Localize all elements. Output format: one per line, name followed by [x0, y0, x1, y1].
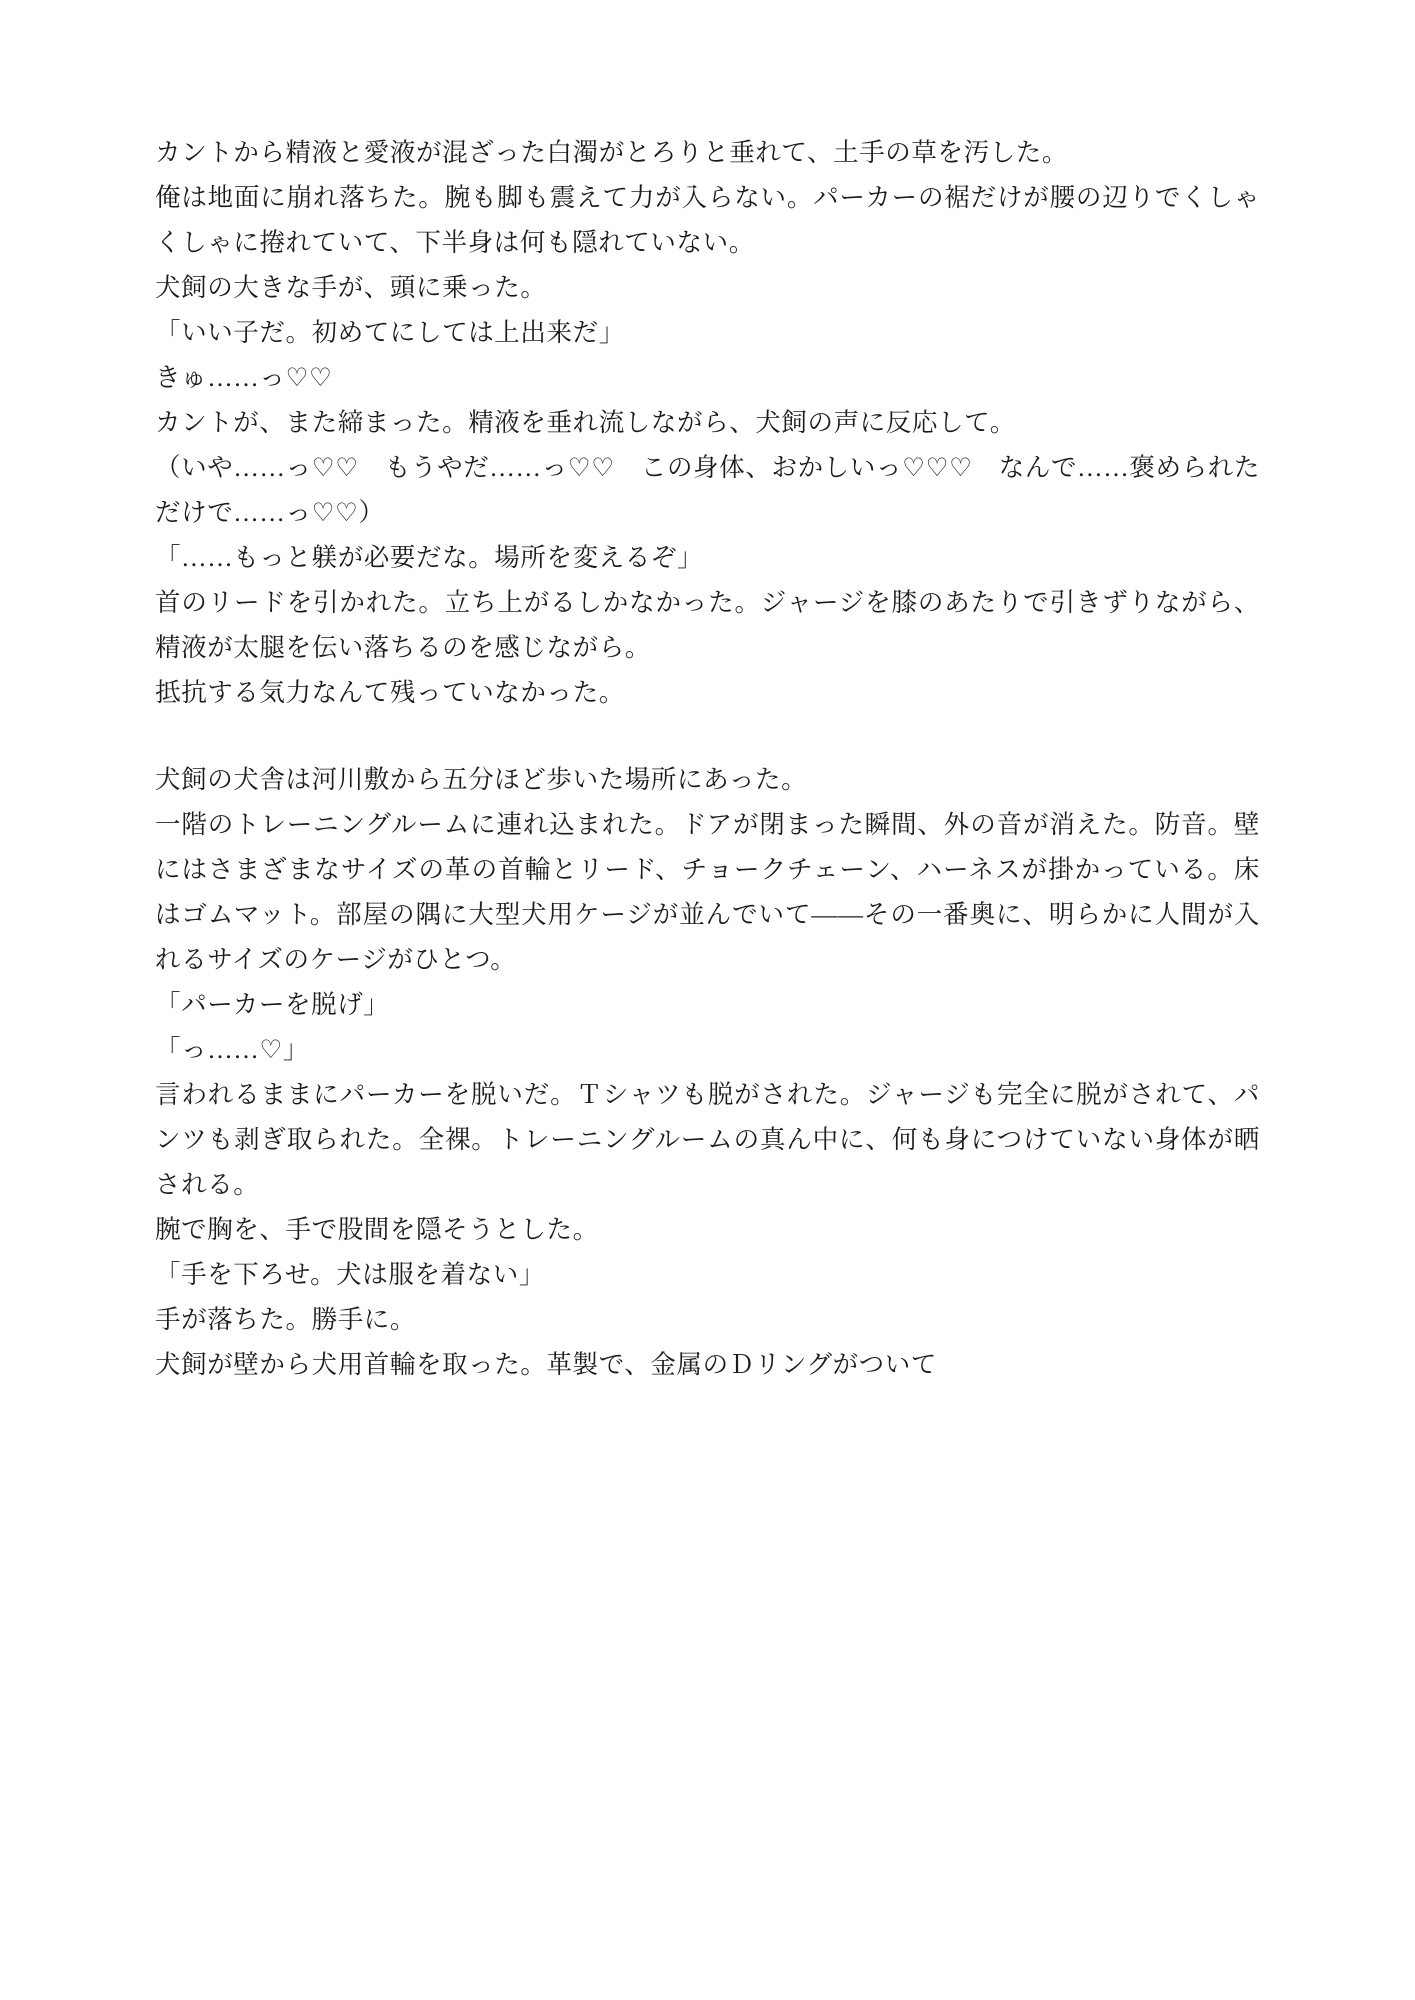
paragraph: 抵抗する気力なんて残っていなかった。	[155, 678, 625, 707]
text-section-first	[155, 130, 1260, 715]
paragraph-dialogue: 「いい子だ。初めてにしては上出来だ」	[155, 318, 625, 347]
paragraph-dialogue: 「手を下ろせ。犬は服を着ない」	[155, 1260, 545, 1289]
paragraph-dialogue: 「……もっと躾が必要だな。場所を変えるぞ」	[155, 543, 704, 572]
paragraph: 犬飼の大きな手が、頭に乗った。	[155, 273, 547, 302]
text-section-second	[155, 757, 1260, 1387]
paragraph: 犬飼の犬舎は河川敷から五分ほど歩いた場所にあった。	[155, 765, 808, 794]
paragraph: 犬飼が壁から犬用首輪を取った。革製で、金属のＤリングがついて	[155, 1350, 937, 1379]
paragraph-dialogue: 「パーカーを脱げ」	[155, 990, 390, 1019]
paragraph: カントから精液と愛液が混ざった白濁がとろりと垂れて、土手の草を汚した。	[155, 138, 1068, 167]
paragraph: 言われるままにパーカーを脱いだ。Ｔシャツも脱がされた。ジャージも完全に脱がされて、パンツも剥ぎ取られた。全裸。トレーニングルームの真ん中に、何も身につけていない身体が晒される。	[155, 1080, 1260, 1199]
paragraph-inner-monologue: （いや……っ♡♡ もうやだ……っ♡♡ この身体、おかしいっ♡♡♡ なんで……褒められただけで……っ♡♡）	[155, 453, 1260, 527]
paragraph: カントが、また締まった。精液を垂れ流しながら、犬飼の声に反応して。	[155, 408, 1016, 437]
paragraph: きゅ……っ♡♡	[155, 363, 333, 392]
paragraph: 俺は地面に崩れ落ちた。腕も脚も震えて力が入らない。パーカーの裾だけが腰の辺りでくしゃくしゃに捲れていて、下半身は何も隠れていない。	[155, 183, 1260, 257]
paragraph: 腕で胸を、手で股間を隠そうとした。	[155, 1215, 599, 1244]
paragraph: 一階のトレーニングルームに連れ込まれた。ドアが閉まった瞬間、外の音が消えた。防音。壁にはさまざまなサイズの革の首輪とリード、チョークチェーン、ハーネスが掛かっている。床はゴムマット。部屋の隅に大型犬用ケージが並んでいて——その一番奥に、明らかに人間が入れるサイズのケージがひとつ。	[155, 810, 1260, 974]
paragraph: 首のリードを引かれた。立ち上がるしかなかった。ジャージを膝のあたりで引きずりながら、精液が太腿を伝い落ちるのを感じながら。	[155, 588, 1260, 662]
paragraph-dialogue: 「っ……♡」	[155, 1035, 309, 1064]
paragraph: 手が落ちた。勝手に。	[155, 1305, 417, 1334]
